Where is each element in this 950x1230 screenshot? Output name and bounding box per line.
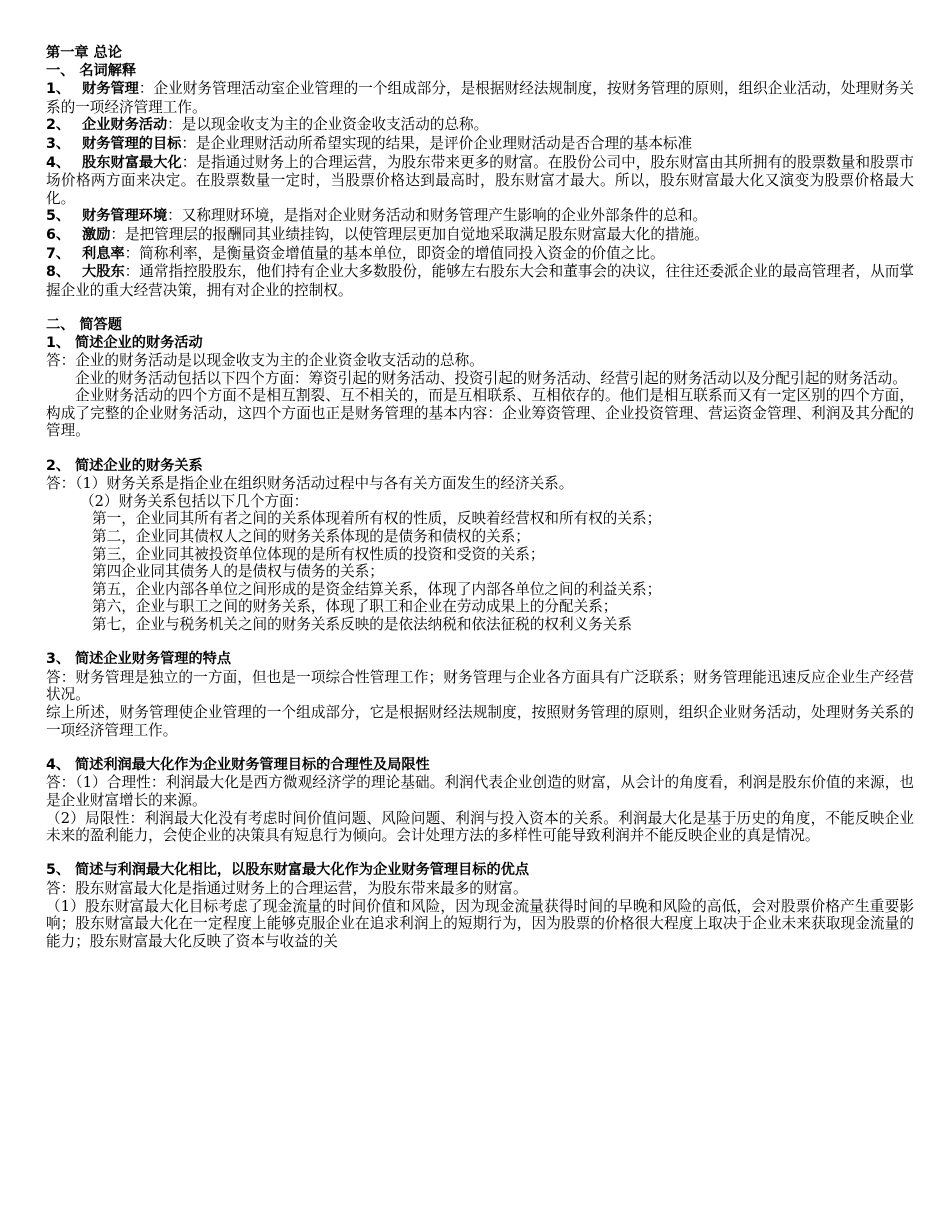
definition-term: 利息率	[82, 245, 125, 262]
definition-term: 股东财富最大化	[82, 154, 182, 171]
relation-line: 第七，企业与税务机关之间的财务关系反映的是依法纳税和依法征税的权利义务关系	[92, 616, 632, 633]
answer-paragraph: （1）股东财富最大化目标考虑了现金流量的时间价值和风险，因为现金流量获得时间的早晚和风险的高低，会对股票价格产生重要影响；股东财富最大化在一定程度上能够克服企业在追求利润上的短期行为，因为股票的价格很大程度上取决于企业未来获取现金流量的能力；股东财富最大化反映了资本与收益的关	[46, 897, 914, 950]
section-heading-short-answers: 二、 简答题	[46, 316, 122, 333]
chapter-title: 第一章 总论	[46, 45, 122, 61]
item-number: 5、	[46, 208, 71, 225]
item-number: 7、	[46, 245, 71, 262]
definition-text: ：是指通过财务上的合理运营，为股东带来更多的财富。在股份公司中，股东财富由其所拥有的股票数量和股票市场价格两方面来决定。在股票数量一定时，当股票价格达到最高时，股东财富才最大。所以，股东财富最大化又演变为股票价格最大化。	[46, 153, 914, 207]
spacer	[46, 634, 914, 652]
relation-line: 第四企业同其债务人的是债权与债务的关系；	[92, 563, 384, 581]
definition-text: ：通常指控股股东，他们持有企业大多数股份，能够左右股东大会和董事会的决议，往往还委派企业的最高管理者，从而掌握企业的重大经营决策，拥有对企业的控制权。	[46, 263, 914, 299]
definition-text: ：简称利率，是衡量资金增值量的基本单位，即资金的增值同投入资金的价值之比。	[124, 244, 665, 262]
answer-paragraph: 答：企业的财务活动是以现金收支为主的企业资金收支活动的总称。	[46, 352, 484, 370]
answer-paragraph: 答：股东财富最大化是指通过财务上的合理运营，为股东带来最多的财富。	[46, 879, 528, 897]
answer-paragraph: 企业财务活动的四个方面不是相互割裂、互不相关的，而是互相联系、互相依存的。他们是相互联系而又有一定区别的四个方面，构成了完整的企业财务活动，这四个方面也正是财务管理的基本内容：企业筹资管理、企业投资管理、营运资金管理、利润及其分配的管理。	[46, 387, 914, 440]
relation-line: 第五，企业内部各单位之间形成的是资金结算关系，体现了内部各单位之间的利益关系；	[92, 580, 662, 598]
definition-text: ：又称理财环境，是指对企业财务活动和财务管理产生影响的企业外部条件的总和。	[167, 207, 708, 225]
question-title: 3、 简述企业财务管理的特点	[46, 651, 232, 668]
definition-item	[46, 154, 914, 208]
answer-paragraph: 答：（1）合理性：利润最大化是西方微观经济学的理论基础。利润代表企业创造的财富，从会计的角度看，利润是股东价值的来源，也是企业财富增长的来源。	[46, 774, 914, 809]
definition-term: 财务管理的目标	[82, 135, 182, 152]
answer-paragraph: 综上所述，财务管理使企业管理的一个组成部分，它是根据财经法规制度，按照财务管理的原则，组织企业财务活动，处理财务关系的一项经济管理工作。	[46, 703, 914, 739]
question-title: 5、 简述与利润最大化相比，以股东财富最大化作为企业财务管理目标的优点	[46, 862, 530, 879]
item-number: 6、	[46, 226, 71, 243]
definition-text: ：是企业理财活动所希望实现的结果，是评价企业理财活动是否合理的基本标准	[181, 134, 693, 152]
definition-term: 激励	[82, 226, 111, 243]
item-number: 4、	[46, 154, 71, 171]
definition-item	[46, 135, 914, 154]
answer-paragraph: 答：财务管理是独立的一方面，但也是一项综合性管理工作；财务管理与企业各方面具有广泛联系；财务管理能迅速反应企业生产经营状况。	[46, 668, 914, 704]
relation-line: 第六，企业与职工之间的财务关系，体现了职工和企业在劳动成果上的分配关系；	[92, 598, 618, 616]
spacer	[46, 739, 914, 757]
answer-paragraph: （2）财务关系包括以下几个方面：	[80, 492, 309, 510]
spacer	[46, 299, 914, 317]
definition-item	[46, 245, 914, 264]
relation-line: 第三，企业同其被投资单位体现的是所有权性质的投资和受资的关系；	[92, 545, 545, 563]
answer-paragraph: 企业的财务活动包括以下四个方面：筹资引起的财务活动、投资引起的财务活动、经营引起的财务活动以及分配引起的财务活动。	[75, 369, 907, 387]
definition-text: ：是把管理层的报酬同其业绩挂钩，以使管理层更加自觉地采取满足股东财富最大化的措施。	[110, 225, 709, 243]
definition-text: ：企业财务管理活动室企业管理的一个组成部分，是根据财经法规制度，按财务管理的原则，组织企业活动，处理财务关系的一项经济管理工作。	[46, 80, 914, 116]
definition-text: ：是以现金收支为主的企业资金收支活动的总称。	[167, 116, 489, 134]
definition-term: 财务管理	[82, 81, 139, 98]
item-number: 8、	[46, 264, 71, 281]
item-number: 1、	[46, 81, 71, 98]
relation-line: 第一，企业同其所有者之间的关系体现着所有权的性质，反映着经营权和所有权的关系；	[92, 510, 662, 528]
question-title: 4、 简述利润最大化作为企业财务管理目标的合理性及局限性	[46, 756, 430, 773]
definition-term: 财务管理环境	[82, 208, 168, 225]
definition-item	[46, 263, 914, 299]
question-title: 1、 简述企业的财务活动	[46, 334, 203, 351]
relation-line: 第二，企业同其债权人之间的财务关系体现的是债务和债权的关系；	[92, 528, 530, 546]
answer-paragraph: （2）局限性：利润最大化没有考虑时间价值问题、风险问题、利润与投入资本的关系。利润最大化是基于历史的角度，不能反映企业未来的盈利能力，会使企业的决策具有短息行为倾向。会计处理方法的多样性可能导致利润并不能反映企业的真是情况。	[46, 809, 914, 845]
spacer	[46, 440, 914, 458]
spacer	[46, 845, 914, 863]
definition-term: 大股东	[82, 264, 125, 281]
definition-term: 企业财务活动	[82, 117, 168, 134]
definition-item	[46, 226, 914, 245]
question-title: 2、 简述企业的财务关系	[46, 457, 203, 474]
section-heading-definitions: 一、 名词解释	[46, 62, 137, 79]
definition-item	[46, 116, 914, 135]
answer-paragraph: 答：（1）财务关系是指企业在组织财务活动过程中与各有关方面发生的经济关系。	[46, 475, 574, 493]
item-number: 3、	[46, 135, 71, 152]
item-number: 2、	[46, 117, 71, 134]
definition-item	[46, 80, 914, 116]
definition-item	[46, 207, 914, 226]
